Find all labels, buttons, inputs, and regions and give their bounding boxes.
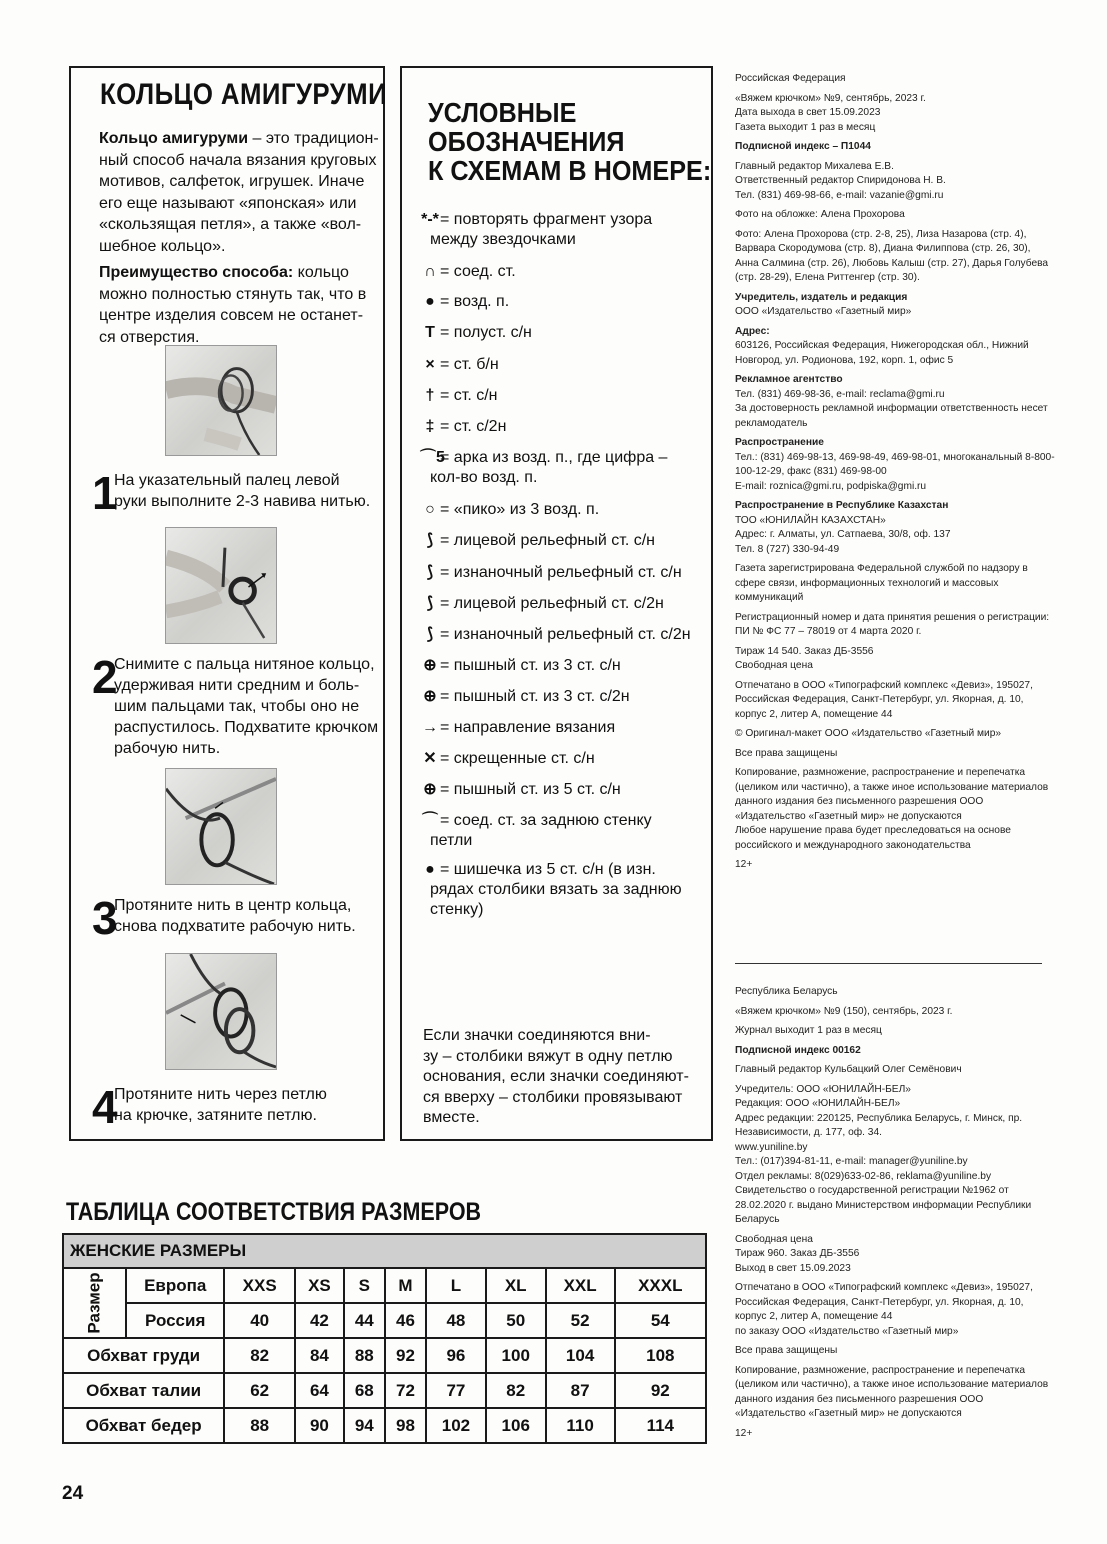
legend-item: [420, 262, 516, 282]
legend-text: = соед. ст.: [440, 263, 516, 280]
stitch-symbol-icon: ⊕: [423, 781, 437, 798]
step-line: на крючке, затяните петлю.: [114, 1107, 317, 1124]
note-line: Если значки соединяются вни-: [423, 1027, 651, 1044]
imprint-line: Регистрационный номер и дата принятия решения о регистрации: ПИ № ФС 77 – 78019 от 4 марта 2020 г.: [735, 611, 1050, 637]
row-label: Европа: [126, 1268, 224, 1303]
legend-text: = пышный ст. из 5 ст. с/н: [440, 781, 621, 798]
step-3-photo: [165, 768, 277, 885]
imprint-line: «Вяжем крючком» №9 (150), сентябрь, 2023 г.: [735, 1005, 953, 1017]
stitch-symbol-icon: ●: [425, 861, 435, 878]
size-table-section: ЖЕНСКИЕ РАЗМЕРЫ: [63, 1234, 706, 1268]
imprint-line: Тел. 8 (727) 330-94-49: [735, 543, 840, 555]
stitch-symbol-icon: ●: [425, 293, 435, 310]
table-cell: S: [344, 1268, 385, 1303]
legend-text: = «пико» из 3 возд. п.: [440, 501, 600, 518]
size-table-title: ТАБЛИЦА СООТВЕТСТВИЯ РАЗМЕРОВ: [66, 1198, 482, 1226]
imprint-line: «Вяжем крючком» №9, сентябрь, 2023 г.: [735, 92, 926, 104]
legend-item: [420, 210, 652, 250]
imprint-line: Тел.: (831) 469-98-13, 469-98-49, 469-98-01, многоканальный 8-800-100-12-29, факс (831) 469-98-00: [735, 451, 1055, 477]
stitch-symbol-icon: ⌒: [421, 812, 438, 829]
legend-item: [420, 448, 667, 488]
legend-text: = полуст. с/н: [440, 324, 532, 341]
legend-item: [420, 656, 621, 676]
note-line: основания, если значки соединяют-: [423, 1068, 689, 1085]
note-line: вместе.: [423, 1109, 480, 1126]
imprint-line: Главный редактор Кульбацкий Олег Семёнович: [735, 1064, 962, 1075]
table-cell: L: [426, 1268, 486, 1303]
table-cell: M: [385, 1268, 426, 1303]
page-number: 24: [62, 1483, 84, 1504]
imprint-line: Отпечатано в ООО «Типографский комплекс «Девиз», 195027, Российская Федерация, Санкт-Петербург, ул. Якорная, д. 10, корпус 2, литер А, помещение 44: [735, 1282, 1033, 1322]
imprint-line: по заказу ООО «Издательство «Газетный мир»: [735, 1325, 959, 1337]
imprint-line: © Оригинал-макет ООО «Издательство «Газетный мир»: [735, 728, 1002, 739]
stitch-symbol-icon: ‡: [425, 418, 435, 435]
imprint-line: Все права защищены: [735, 747, 838, 759]
legend-text-cont: рядах столбики вязать за заднюю: [430, 881, 682, 898]
table-cell: XXL: [546, 1268, 615, 1303]
size-group-label: Размер: [63, 1268, 126, 1338]
legend-text: = ст. б/н: [440, 356, 499, 373]
stitch-symbol-icon: ⟆: [426, 532, 434, 549]
table-cell: 88: [344, 1338, 385, 1373]
table-cell: 100: [486, 1338, 546, 1373]
imprint-line: E-mail: roznica@gmi.ru, podpiska@gmi.ru: [735, 480, 927, 492]
imprint-line: Распространение в Республике Казахстан: [735, 500, 949, 511]
advantage-term: Преимущество способа:: [99, 264, 294, 281]
ring-off-finger-illustration: [166, 528, 276, 643]
imprint-line: Журнал выходит 1 раз в месяц: [735, 1025, 882, 1036]
step-line: удерживая нити средним и боль-: [114, 677, 360, 694]
tighten-loop-illustration: [166, 954, 276, 1069]
stitch-symbol-icon: ⊕: [423, 688, 437, 705]
table-cell: XXS: [224, 1268, 295, 1303]
legend-item: [420, 563, 682, 583]
imprint-line: Копирование, размножение, распространение и перепечатка (целиком или частично), а также иное использование материалов данного издания без письменного разрешения ООО «Издательство «Газетный мир» не допускаются: [735, 1364, 1049, 1419]
imprint-line: Выход в свет 15.09.2023: [735, 1262, 851, 1274]
step-3: [92, 892, 382, 945]
row-label: Обхват бедер: [63, 1408, 224, 1443]
stitch-symbol-icon: ✕: [423, 750, 437, 767]
row-label: Обхват груди: [63, 1338, 224, 1373]
imprint-line: Редакция: ООО «ЮНИЛАЙН-БЕЛ»: [735, 1098, 901, 1109]
intro-line: мотивов, салфеток, игрушек. Иначе: [99, 173, 365, 190]
advantage-line: можно полностью стянуть так, что в: [99, 285, 367, 303]
legend-item: [420, 749, 595, 769]
note-line: зу – столбики вяжут в одну петлю: [423, 1047, 673, 1065]
stitch-symbol-icon: ○: [425, 501, 435, 518]
intro-line: шебное кольцо».: [99, 237, 226, 255]
step-2-photo: [165, 527, 277, 644]
imprint-line: Адрес:: [735, 325, 770, 337]
advantage-line: ся отверстия.: [99, 328, 200, 346]
table-cell: 90: [295, 1408, 344, 1443]
table-cell: 102: [426, 1408, 486, 1443]
legend-text: = направление вязания: [440, 719, 616, 736]
legend-title-line: УСЛОВНЫЕ: [428, 97, 577, 128]
table-cell: 87: [546, 1373, 615, 1408]
imprint-line: Тел. (831) 469-98-36, e-mail: reclama@gmi.ru: [735, 388, 945, 400]
row-label: Обхват талии: [63, 1373, 224, 1408]
imprint-russia: [735, 72, 1055, 873]
intro-line-0-rest: – это традицион-: [248, 130, 379, 147]
imprint-line: 603126, Российская Федерация, Нижегородская обл., Нижний Новгород, ул. Родионова, 192, корп. 1, офис 5: [735, 340, 1029, 366]
imprint-line: Фото: Алена Прохорова (стр. 2-8, 25), Лиза Назарова (стр. 4), Варвара Скородумова (стр. 8), Диана Филиппова (стр. 26, 30), Анна Салмина (стр. 26), Любовь Калыш (стр. 27), Дарья Голубева (стр. 28-29), Елена Риттенгер (стр. 30).: [735, 228, 1049, 283]
legend-text: = соед. ст. за заднюю стенку: [440, 812, 652, 829]
table-cell: 68: [344, 1373, 385, 1408]
step-line: рабочую нить.: [114, 740, 221, 757]
legend-text: = возд. п.: [440, 293, 510, 310]
legend-text: = скрещенные ст. с/н: [440, 750, 595, 767]
legend-item: [420, 323, 532, 343]
table-cell: 72: [385, 1373, 426, 1408]
legend-item: [420, 531, 655, 551]
table-cell: 104: [546, 1338, 615, 1373]
imprint-line: Тел.: (017)394-81-11, e-mail: manager@yuniline.by: [735, 1156, 968, 1167]
table-cell: 52: [546, 1303, 615, 1338]
imprint-line: ООО «Издательство «Газетный мир»: [735, 306, 912, 317]
step-line: руки выполните 2-3 навива нитью.: [114, 493, 371, 510]
imprint-line: Республика Беларусь: [735, 986, 838, 997]
imprint-line: Газета зарегистрирована Федеральной службой по надзору в сфере связи, информационных технологий и массовых коммуникаций: [735, 563, 1028, 603]
intro-term: Кольцо амигуруми: [99, 130, 249, 147]
table-cell: 106: [486, 1408, 546, 1443]
table-cell: XXXL: [615, 1268, 706, 1303]
legend-text: = шишечка из 5 ст. с/н (в изн.: [440, 861, 656, 878]
step-line: распустилось. Подхватите крючком: [114, 719, 379, 736]
imprint-line: Подписной индекс 00162: [735, 1044, 861, 1056]
imprint-line: 12+: [735, 859, 753, 870]
table-cell: 54: [615, 1303, 706, 1338]
table-cell: 110: [546, 1408, 615, 1443]
imprint-line: Распространение: [735, 437, 824, 448]
legend-title-line: ОБОЗНАЧЕНИЯ: [428, 126, 625, 157]
step-1-photo: [165, 345, 277, 456]
legend-item: [420, 417, 506, 437]
table-row: [63, 1338, 706, 1373]
stitch-symbol-icon: ×: [425, 356, 435, 373]
legend-item: [420, 292, 509, 312]
stitch-symbol-icon: ⊕: [423, 657, 437, 674]
intro-line: ный способ начала вязания круговых: [99, 151, 377, 169]
legend-text: = пышный ст. из 3 ст. с/н: [440, 657, 621, 674]
legend-text-cont: петли: [430, 832, 473, 849]
step-4-photo: [165, 953, 277, 1070]
table-cell: 44: [344, 1303, 385, 1338]
step-2: [92, 651, 382, 764]
legend-item: [420, 687, 630, 707]
step-4: [92, 1081, 382, 1134]
hook-through-ring-illustration: [166, 769, 276, 884]
table-cell: 62: [224, 1373, 295, 1408]
table-cell: 88: [224, 1408, 295, 1443]
imprint-line: Адрес: г. Алматы, ул. Сатпаева, 30/8, оф. 137: [735, 529, 951, 540]
legend-text: = пышный ст. из 3 ст. с/2н: [440, 688, 630, 705]
legend-item: [420, 811, 652, 851]
imprint-line: Адрес редакции: 220125, Республика Беларусь, г. Минск, пр. Независимости, д. 177, оф. 34.: [735, 1112, 1023, 1138]
stitch-symbol-icon: →: [422, 719, 438, 736]
table-cell: 94: [344, 1408, 385, 1443]
advantage-line-0-rest: кольцо: [293, 264, 349, 281]
step-number: 3: [92, 892, 118, 944]
imprint-line: Любое нарушение права будет преследоваться на основе российского и международного законодательства: [735, 825, 1011, 851]
table-row: [63, 1373, 706, 1408]
stitch-symbol-icon: *-*: [421, 211, 439, 228]
imprint-line: Отпечатано в ООО «Типографский комплекс «Девиз», 195027, Российская Федерация, Санкт-Петербург, ул. Якорная, д. 10, корпус 2, литер А, помещение 44: [735, 679, 1033, 720]
imprint-line: Отдел рекламы: 8(029)633-02-86, reklama@yuniline.by: [735, 1170, 992, 1182]
legend-item: [420, 355, 499, 375]
legend-item: [420, 386, 498, 406]
step-number: 1: [92, 467, 118, 519]
legend-text: = изнаночный рельефный ст. с/н: [440, 564, 682, 581]
legend-text: = повторять фрагмент узора: [440, 211, 653, 228]
table-cell: 82: [224, 1338, 295, 1373]
stitch-symbol-icon: T: [425, 324, 435, 341]
legend-note: [423, 1026, 708, 1129]
imprint-line: Ответственный редактор Спиридонова Н. В.: [735, 175, 946, 186]
imprint-line: Тираж 960. Заказ ДБ-3556: [735, 1248, 860, 1259]
legend-text-cont: стенку): [430, 901, 484, 918]
table-cell: XL: [486, 1268, 546, 1303]
amigurumi-advantage: [99, 262, 379, 348]
table-cell: 92: [385, 1338, 426, 1373]
table-cell: 96: [426, 1338, 486, 1373]
legend-text: = изнаночный рельефный ст. с/2н: [440, 626, 691, 643]
amigurumi-title: КОЛЬЦО АМИГУРУМИ: [100, 78, 388, 111]
imprint-line: Подписной индекс – П1044: [735, 141, 871, 152]
stitch-symbol-icon: †: [425, 387, 435, 404]
imprint-line: Копирование, размножение, распространение и перепечатка (целиком или частично), а также иное использование материалов данного издания без письменного разрешения ООО «Издательство «Газетный мир» не допускаются: [735, 767, 1049, 822]
legend-text-cont: кол-во возд. п.: [430, 469, 538, 486]
table-row: [63, 1303, 706, 1338]
imprint-line: www.yuniline.by: [735, 1141, 808, 1153]
imprint-line: Газета выходит 1 раз в месяц: [735, 121, 876, 133]
table-cell: 42: [295, 1303, 344, 1338]
note-line: ся вверху – столбики провязывают: [423, 1088, 683, 1106]
step-line: На указательный палец левой: [114, 472, 340, 489]
imprint-line: Фото на обложке: Алена Прохорова: [735, 209, 905, 220]
legend-item: [420, 780, 621, 800]
legend-text: = арка из возд. п., где цифра –: [440, 449, 668, 466]
stitch-symbol-icon: ⌒5: [420, 449, 445, 466]
advantage-line: центре изделия совсем не останет-: [99, 307, 364, 324]
stitch-symbol-icon: ∩: [424, 263, 436, 280]
imprint-line: Свидетельство о государственной регистрации №1962 от 28.02.2020 г. выдано Министерством информации Республики Беларусь: [735, 1185, 1032, 1225]
step-line: шим пальцами так, чтобы оно не: [114, 698, 360, 715]
row-label: Россия: [126, 1303, 224, 1338]
table-cell: 46: [385, 1303, 426, 1338]
finger-wrap-illustration: [166, 346, 276, 455]
imprint-line: Тел. (831) 469-98-66, e-mail: vazanie@gmi.ru: [735, 189, 944, 201]
table-cell: 114: [615, 1408, 706, 1443]
legend-text-cont: между звездочками: [430, 231, 576, 248]
imprint-separator: [735, 963, 1042, 964]
size-table: [62, 1233, 707, 1444]
imprint-belarus: [735, 985, 1055, 1441]
imprint-line: Рекламное агентство: [735, 374, 843, 385]
stitch-symbol-icon: ⟆: [426, 595, 434, 612]
imprint-line: Тираж 14 540. Заказ ДБ-3556: [735, 645, 874, 657]
step-number: 4: [92, 1081, 118, 1133]
table-cell: 84: [295, 1338, 344, 1373]
imprint-line: 12+: [735, 1427, 753, 1439]
legend-text: = лицевой рельефный ст. с/2н: [440, 595, 664, 612]
stitch-symbol-icon: ⟆: [426, 626, 434, 643]
table-row: [63, 1268, 706, 1303]
imprint-line: Все права защищены: [735, 1345, 838, 1356]
table-cell: 108: [615, 1338, 706, 1373]
legend-text: = лицевой рельефный ст. с/н: [440, 532, 655, 549]
legend-item: [420, 718, 615, 738]
table-cell: 92: [615, 1373, 706, 1408]
step-line: Протяните нить в центр кольца,: [114, 897, 352, 914]
legend-item: [420, 500, 599, 520]
legend-title: [428, 98, 711, 185]
amigurumi-intro: [99, 128, 379, 257]
legend-item: [420, 625, 691, 645]
legend-item: [420, 594, 664, 614]
table-cell: 50: [486, 1303, 546, 1338]
stitch-symbol-icon: ⟆: [426, 564, 434, 581]
imprint-line: Учредитель: ООО «ЮНИЛАЙН-БЕЛ»: [735, 1083, 911, 1095]
imprint-line: Дата выхода в свет 15.09.2023: [735, 107, 881, 118]
table-cell: 77: [426, 1373, 486, 1408]
step-line: Протяните нить через петлю: [114, 1086, 327, 1103]
table-cell: 48: [426, 1303, 486, 1338]
imprint-line: Свободная цена: [735, 660, 813, 671]
legend-text: = ст. с/2н: [440, 418, 507, 435]
imprint-line: За достоверность рекламной информации ответственность несет рекламодатель: [735, 403, 1048, 429]
step-line: снова подхватите рабочую нить.: [114, 918, 356, 935]
table-cell: 98: [385, 1408, 426, 1443]
imprint-line: Российская Федерация: [735, 73, 846, 84]
table-row: [63, 1408, 706, 1443]
step-1: [92, 467, 382, 520]
table-cell: 64: [295, 1373, 344, 1408]
intro-line: его еще называют «японская» или: [99, 194, 357, 212]
intro-line: «скользящая петля», а также «вол-: [99, 216, 362, 233]
legend-item: [420, 860, 682, 920]
imprint-line: ТОО «ЮНИЛАЙН КАЗАХСТАН»: [735, 514, 886, 526]
table-cell: 40: [224, 1303, 295, 1338]
legend-text: = ст. с/н: [440, 387, 498, 404]
step-line: Снимите с пальца нитяное кольцо,: [114, 656, 375, 673]
step-number: 2: [92, 651, 118, 703]
imprint-line: Главный редактор Михалева Е.В.: [735, 160, 894, 172]
legend-title-line: К СХЕМАМ В НОМЕРЕ:: [428, 155, 712, 186]
imprint-line: Свободная цена: [735, 1233, 813, 1245]
table-cell: XS: [295, 1268, 344, 1303]
table-cell: 82: [486, 1373, 546, 1408]
imprint-line: Учредитель, издатель и редакция: [735, 291, 908, 303]
